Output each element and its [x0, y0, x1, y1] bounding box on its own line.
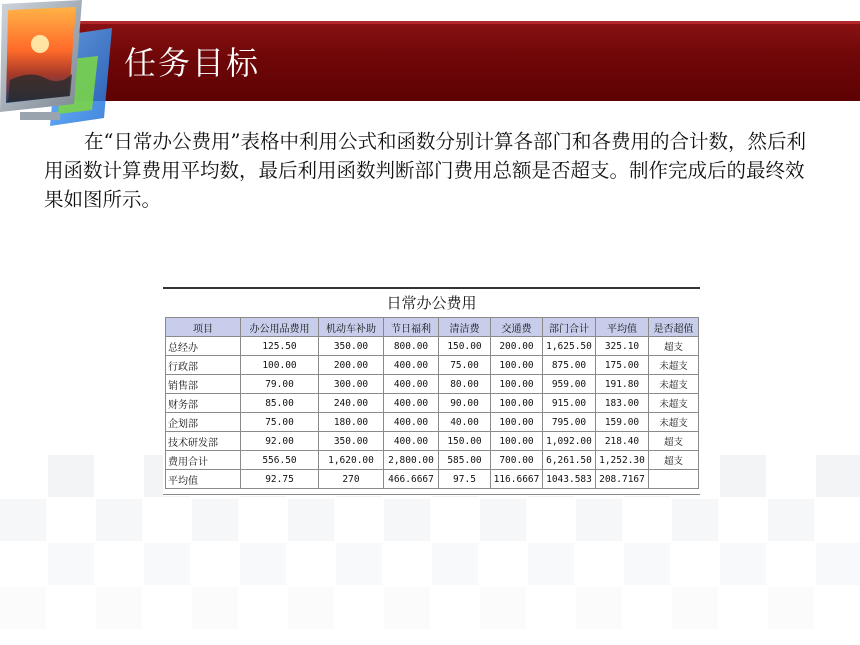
table-row	[166, 432, 699, 451]
column-header: 交通费	[491, 318, 543, 337]
pattern-square	[816, 543, 860, 585]
table-cell: 400.00	[384, 432, 439, 451]
column-header: 办公用品费用	[241, 318, 319, 337]
table-cell: 100.00	[491, 432, 543, 451]
table-cell: 未超支	[649, 394, 699, 413]
table-cell: 300.00	[319, 375, 384, 394]
table-cell: 200.00	[491, 337, 543, 356]
table-cell: 240.00	[319, 394, 384, 413]
column-header: 节日福利	[384, 318, 439, 337]
pattern-square	[768, 587, 814, 629]
table-cell: 92.75	[241, 470, 319, 489]
pattern-square	[672, 499, 718, 541]
pattern-square	[288, 587, 334, 629]
pattern-square	[480, 587, 526, 629]
table-header-row	[166, 318, 699, 337]
row-label: 技术研发部	[166, 432, 241, 451]
pattern-square	[672, 587, 718, 629]
table-cell: 100.00	[491, 394, 543, 413]
table-cell: 400.00	[384, 375, 439, 394]
table-cell: 700.00	[491, 451, 543, 470]
table-cell: 959.00	[543, 375, 596, 394]
table-cell: 100.00	[241, 356, 319, 375]
column-header: 部门合计	[543, 318, 596, 337]
pattern-square	[384, 499, 430, 541]
monitor-icon	[0, 0, 120, 132]
table-cell: 未超支	[649, 375, 699, 394]
pattern-square	[576, 499, 622, 541]
table-cell: 325.10	[596, 337, 649, 356]
table-cell: 75.00	[241, 413, 319, 432]
pattern-square	[48, 543, 94, 585]
table-cell: 1,252.30	[596, 451, 649, 470]
table-cell: 超支	[649, 337, 699, 356]
table-cell: 585.00	[439, 451, 491, 470]
pattern-square	[144, 543, 190, 585]
pattern-square	[480, 499, 526, 541]
row-label: 财务部	[166, 394, 241, 413]
table-cell: 191.80	[596, 375, 649, 394]
pattern-square	[576, 587, 622, 629]
table-cell: 350.00	[319, 432, 384, 451]
table-cell: 150.00	[439, 432, 491, 451]
table-cell: 400.00	[384, 356, 439, 375]
table-cell: 466.6667	[384, 470, 439, 489]
table-cell: 556.50	[241, 451, 319, 470]
pattern-square	[96, 587, 142, 629]
table-cell: 92.00	[241, 432, 319, 451]
pattern-square	[288, 499, 334, 541]
table-cell: 159.00	[596, 413, 649, 432]
table-cell: 100.00	[491, 375, 543, 394]
intro-paragraph: 在“日常办公费用”表格中利用公式和函数分别计算各部门和各费用的合计数，然后利用函数计算费用平均数，最后利用函数判断部门费用总额是否超支。制作完成后的最终效果如图所示。	[44, 130, 806, 211]
pattern-square	[0, 587, 46, 629]
figure-title: 日常办公费用	[386, 294, 477, 312]
table-cell: 400.00	[384, 413, 439, 432]
table-cell: 40.00	[439, 413, 491, 432]
table-row	[166, 413, 699, 432]
table-cell: 100.00	[491, 356, 543, 375]
row-label: 行政部	[166, 356, 241, 375]
table-cell: 79.00	[241, 375, 319, 394]
table-cell: 80.00	[439, 375, 491, 394]
pattern-square	[720, 455, 766, 497]
pattern-square	[192, 499, 238, 541]
table-cell: 2,800.00	[384, 451, 439, 470]
table-cell: 175.00	[596, 356, 649, 375]
table-cell: 218.40	[596, 432, 649, 451]
table-figure	[163, 287, 700, 496]
pattern-square	[96, 499, 142, 541]
column-header: 平均值	[596, 318, 649, 337]
pattern-square	[432, 543, 478, 585]
column-header: 机动车补助	[319, 318, 384, 337]
table-cell: 1,620.00	[319, 451, 384, 470]
expense-table	[165, 317, 699, 489]
table-cell: 270	[319, 470, 384, 489]
table-cell: 未超支	[649, 413, 699, 432]
table-cell: 150.00	[439, 337, 491, 356]
table-cell: 400.00	[384, 394, 439, 413]
pattern-square	[624, 543, 670, 585]
row-label: 企划部	[166, 413, 241, 432]
table-cell: 100.00	[491, 413, 543, 432]
table-cell: 180.00	[319, 413, 384, 432]
pattern-square	[0, 499, 46, 541]
table-cell: 90.00	[439, 394, 491, 413]
table-row	[166, 356, 699, 375]
pattern-square	[192, 587, 238, 629]
table-cell: 183.00	[596, 394, 649, 413]
table-cell: 125.50	[241, 337, 319, 356]
column-header: 清洁费	[439, 318, 491, 337]
table-row	[166, 375, 699, 394]
table-row	[166, 470, 699, 489]
pattern-square	[768, 499, 814, 541]
column-header: 项目	[166, 318, 241, 337]
table-cell: 超支	[649, 432, 699, 451]
row-label: 平均值	[166, 470, 241, 489]
table-cell: 未超支	[649, 356, 699, 375]
table-cell: 915.00	[543, 394, 596, 413]
table-cell: 208.7167	[596, 470, 649, 489]
table-cell: 75.00	[439, 356, 491, 375]
table-cell: 1,092.00	[543, 432, 596, 451]
row-label: 销售部	[166, 375, 241, 394]
pattern-square	[384, 587, 430, 629]
figure-bottom-rule	[163, 494, 700, 495]
table-cell: 97.5	[439, 470, 491, 489]
table-cell: 85.00	[241, 394, 319, 413]
page-title: 任务目标	[124, 44, 261, 82]
table-cell: 800.00	[384, 337, 439, 356]
pattern-square	[336, 543, 382, 585]
table-row	[166, 337, 699, 356]
table-row	[166, 451, 699, 470]
table-cell: 200.00	[319, 356, 384, 375]
pattern-square	[528, 543, 574, 585]
pattern-square	[240, 543, 286, 585]
table-cell: 116.6667	[491, 470, 543, 489]
pattern-square	[816, 455, 860, 497]
pattern-square	[720, 543, 766, 585]
table-cell: 875.00	[543, 356, 596, 375]
table-row	[166, 394, 699, 413]
table-cell: 795.00	[543, 413, 596, 432]
table-cell: 1043.583	[543, 470, 596, 489]
pattern-square	[48, 455, 94, 497]
table-cell	[649, 470, 699, 489]
row-label: 总经办	[166, 337, 241, 356]
figure-top-rule	[163, 287, 700, 289]
table-cell: 超支	[649, 451, 699, 470]
row-label: 费用合计	[166, 451, 241, 470]
table-cell: 1,625.50	[543, 337, 596, 356]
column-header: 是否超值	[649, 318, 699, 337]
table-cell: 6,261.50	[543, 451, 596, 470]
table-cell: 350.00	[319, 337, 384, 356]
